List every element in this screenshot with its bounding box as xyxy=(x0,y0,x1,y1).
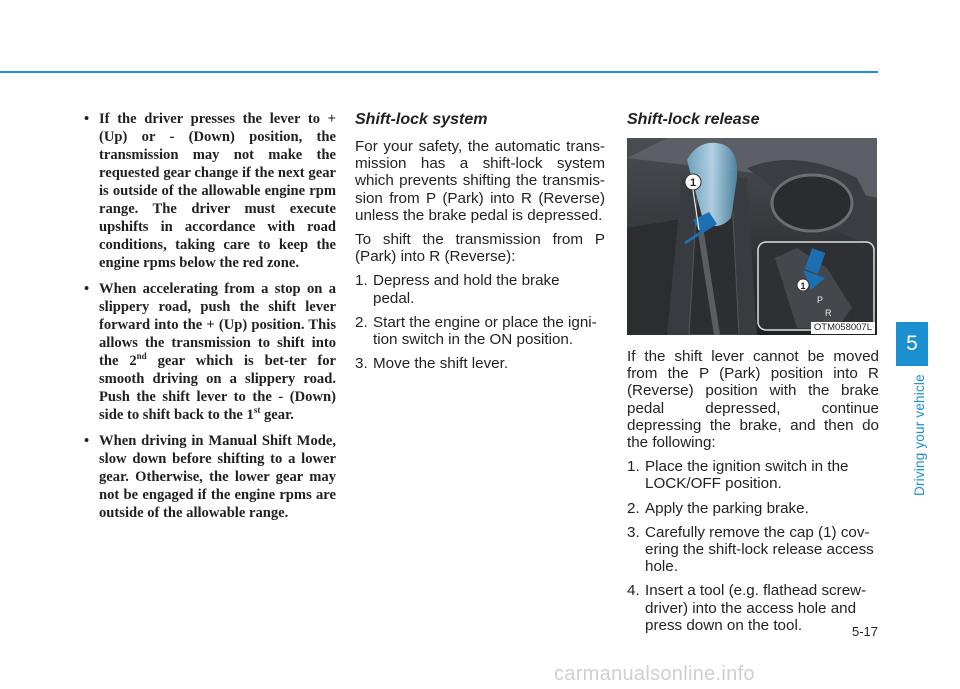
bullet-text: When driving in Manual Shift Mode, slow down before shifting to a lower gear. Otherwise, the lower gear may not be engaged if the engine rpms are outside of the allowable range. xyxy=(99,433,336,521)
step-item: 2. Apply the parking brake. xyxy=(627,499,809,517)
step-item: 3. Move the shift lever. xyxy=(355,355,509,373)
bullet-text: If the driver presses the lever to + (Up) or - (Down) position, the transmission may not make the requested gear change if the next gear is outside of the allowable engine rpm range. The driver must execute upshifts in accordance with road conditions, taking care to keep the engine rpms below the red zone. xyxy=(99,111,336,271)
step-item: 2. Start the engine or place the igni-tion switch in the ON position. xyxy=(355,313,597,349)
section-heading: Shift-lock system xyxy=(355,111,488,128)
step-item: 4. Insert a tool (e.g. flathead screw-driver) into the access hole and press down on the tool. xyxy=(627,582,867,634)
svg-text:1: 1 xyxy=(800,281,806,291)
svg-text:R: R xyxy=(825,308,832,318)
step-item: 1. Depress and hold the brake pedal. xyxy=(355,272,560,307)
bullet-dot: • xyxy=(84,281,90,297)
paragraph: To shift the transmission from P (Park) into R (Reverse): xyxy=(355,231,605,266)
shift-lever-photo xyxy=(627,138,877,335)
paragraph: If the shift lever cannot be moved from the P (Park) position into R (Reverse) position with the brake pedal depressed, continue depressing the brake, and then do the following: xyxy=(627,348,879,452)
bullet-text: When accelerating from a stop on a slippery road, push the shift lever forward into the + (Up) position. This allows the transmission to shift into the 2nd gear which is bet-ter for smooth driving on a slippery road. Push the shift lever to the - (Down) side to shift back to the 1st gear. xyxy=(99,281,336,423)
bullet-item xyxy=(84,110,336,272)
right-column xyxy=(627,110,879,641)
bullet-item xyxy=(84,280,336,424)
step-item: 1. Place the ignition switch in the LOCK/OFF position. xyxy=(627,458,849,493)
chapter-number-tab: 5 xyxy=(896,322,928,366)
step-item: 3. Carefully remove the cap (1) cov-ering the shift-lock release access hole. xyxy=(627,523,874,576)
middle-column xyxy=(355,110,605,379)
svg-text:1: 1 xyxy=(689,177,697,189)
header-rule xyxy=(0,71,878,73)
paragraph: For your safety, the automatic trans-mission has a shift-lock system which prevents shifting the transmis-sion from P (Park) into R (Reverse) unless the brake pedal is depressed. xyxy=(355,138,605,224)
page-number: 5-17 xyxy=(851,624,878,639)
watermark: carmanualsonline.info xyxy=(554,663,755,685)
image-code: OTM058007L xyxy=(811,322,875,334)
bullet-dot: • xyxy=(84,111,90,127)
left-column xyxy=(84,110,336,530)
bullet-item xyxy=(84,432,336,522)
section-heading: Shift-lock release xyxy=(627,111,760,128)
svg-text:P: P xyxy=(817,295,824,305)
chapter-title: Driving your vehicle xyxy=(912,374,927,496)
bullet-dot: • xyxy=(84,433,90,449)
